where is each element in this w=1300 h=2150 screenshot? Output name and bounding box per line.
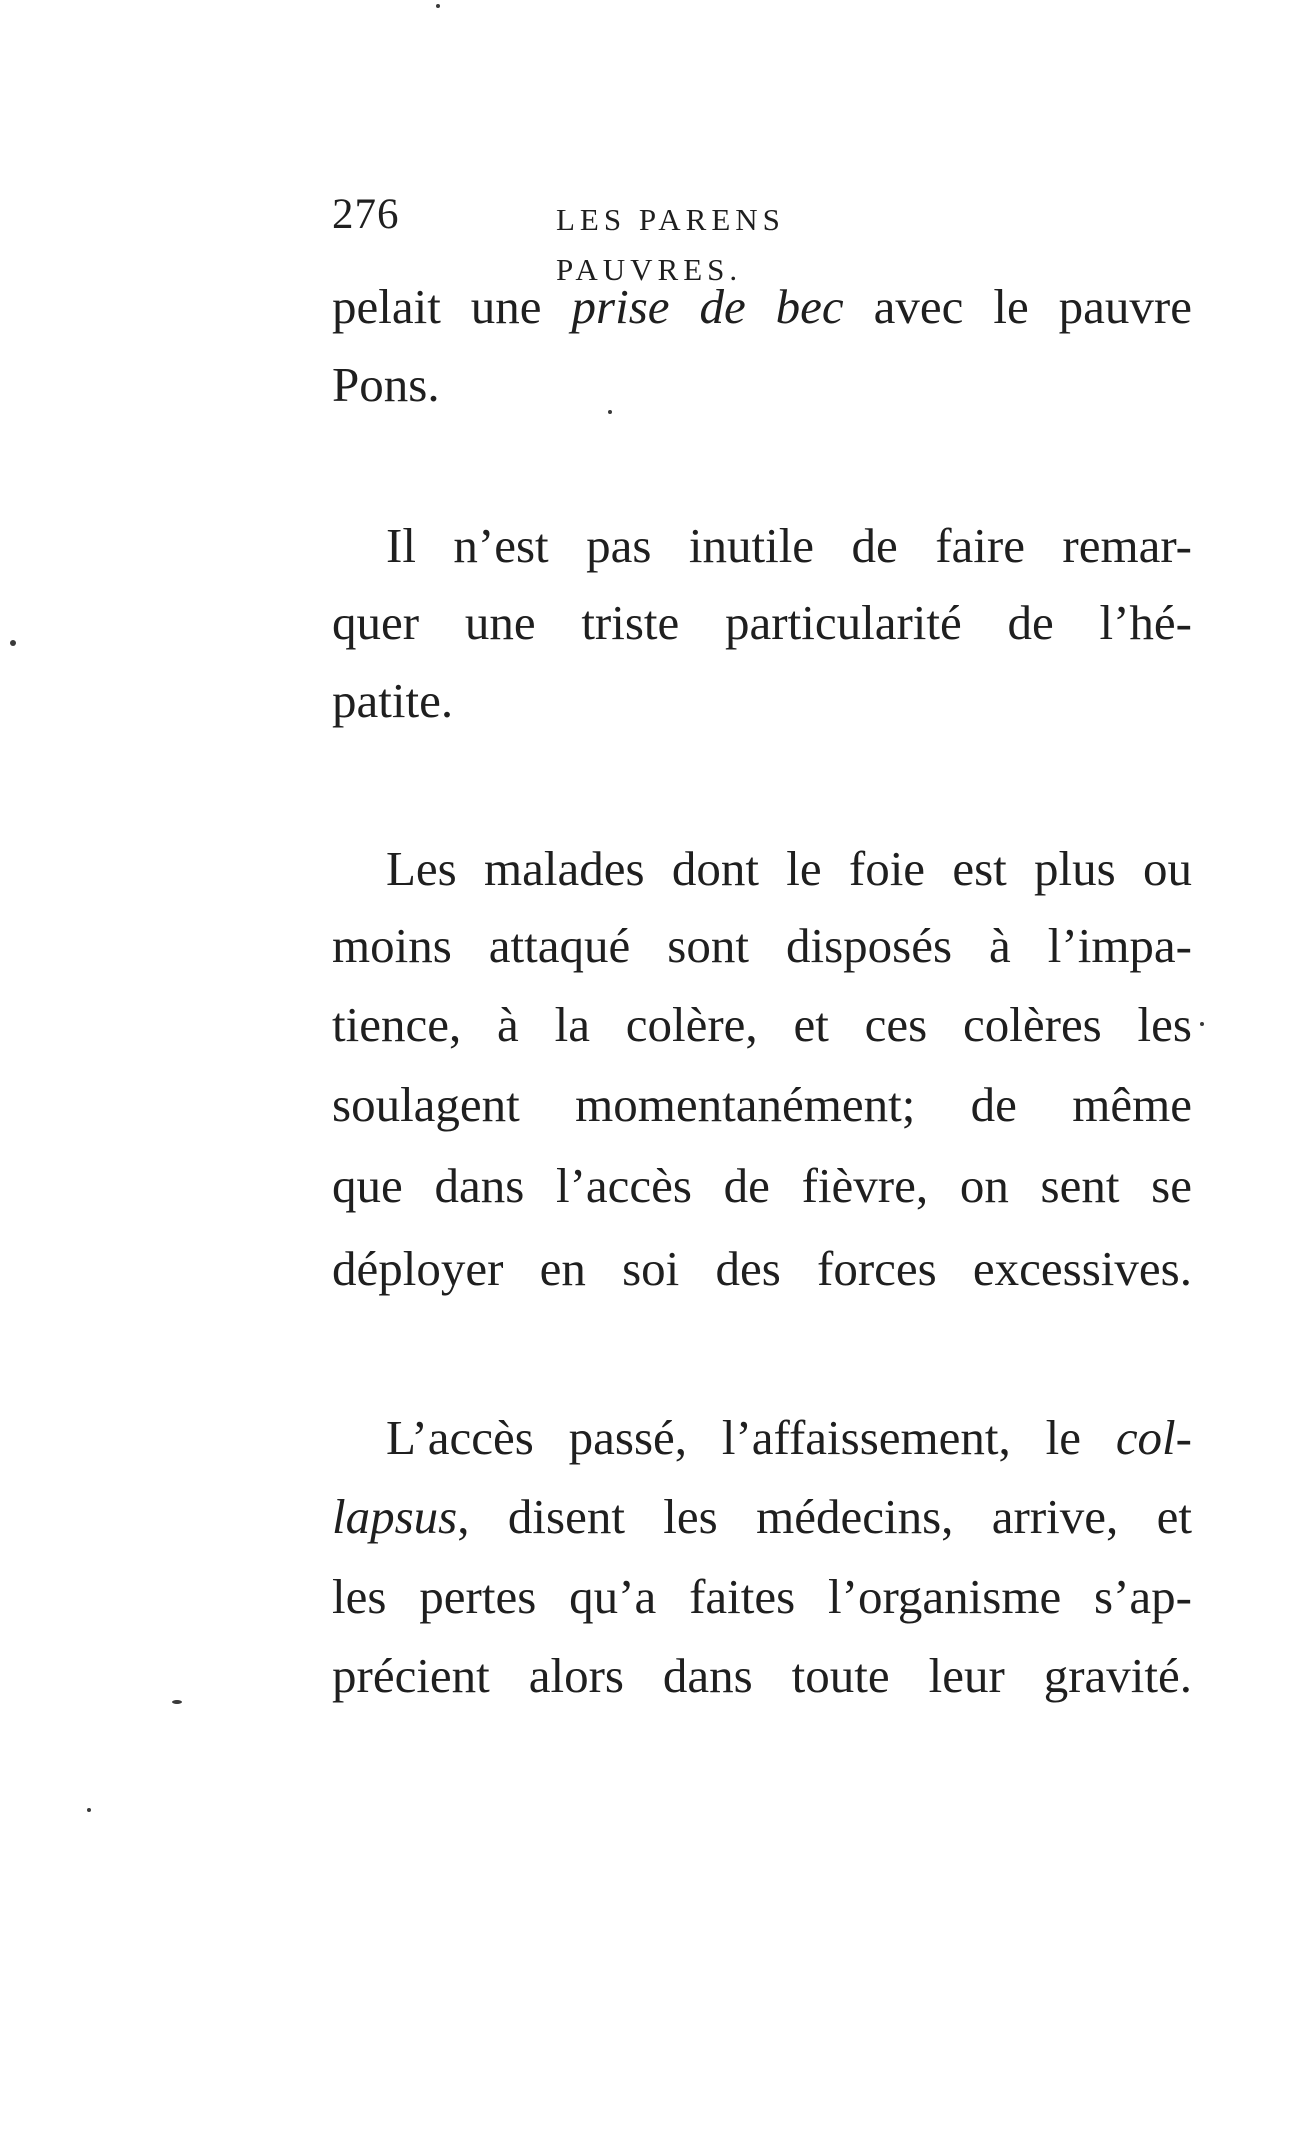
running-title: LES PARENS PAUVRES.	[556, 202, 785, 287]
text-line	[332, 1238, 1192, 1300]
text-segment: tience, à la colère, et ces colères les	[332, 997, 1192, 1052]
text-segment: pelait une	[332, 279, 572, 334]
page-number: 276	[332, 191, 400, 238]
text-segment: Il n’est pas inutile de faire remar-	[386, 518, 1192, 573]
text-segment: que dans l’accès de fièvre, on sent se	[332, 1158, 1192, 1213]
text-line	[332, 592, 1192, 654]
text-line	[332, 1155, 1192, 1217]
scan-speck	[172, 1700, 182, 1704]
text-segment: moins attaqué sont disposés à l’impa-	[332, 918, 1192, 973]
italic-phrase: col-	[1115, 1410, 1192, 1465]
text-segment: Les malades dont le foie est plus ou	[386, 841, 1192, 896]
scan-speck	[1200, 1022, 1204, 1026]
italic-phrase: lapsus	[332, 1489, 458, 1544]
scan-speck	[10, 640, 16, 646]
scan-speck	[436, 4, 440, 8]
text-segment: déployer en soi des forces excessives.	[332, 1241, 1192, 1296]
text-line	[332, 1645, 1192, 1707]
text-line	[332, 670, 453, 732]
text-line	[332, 1074, 1192, 1136]
text-line	[332, 915, 1192, 977]
text-line	[332, 1486, 1192, 1548]
text-line	[386, 515, 1192, 577]
text-segment: soulagent momentanément; de même	[332, 1077, 1192, 1132]
text-line	[332, 276, 1192, 338]
text-segment: L’accès passé, l’affaissement, le	[386, 1410, 1116, 1465]
text-line	[332, 354, 440, 416]
text-line	[386, 838, 1192, 900]
text-segment: quer une triste particularité de l’hé-	[332, 595, 1192, 650]
text-segment: Pons.	[332, 357, 440, 412]
text-line	[332, 994, 1192, 1056]
text-segment: les pertes qu’a faites l’organisme s’ap-	[332, 1569, 1192, 1624]
text-line	[332, 1566, 1192, 1628]
scan-speck	[87, 1808, 91, 1812]
italic-phrase: prise de bec	[571, 279, 844, 334]
text-segment: avec le pauvre	[843, 279, 1192, 334]
text-segment: précient alors dans toute leur gravité.	[332, 1648, 1192, 1703]
scan-speck	[608, 410, 612, 414]
text-line	[386, 1407, 1192, 1469]
text-segment: patite.	[332, 673, 454, 728]
text-segment: , disent les médecins, arrive, et	[457, 1489, 1192, 1544]
page-header	[332, 190, 972, 287]
